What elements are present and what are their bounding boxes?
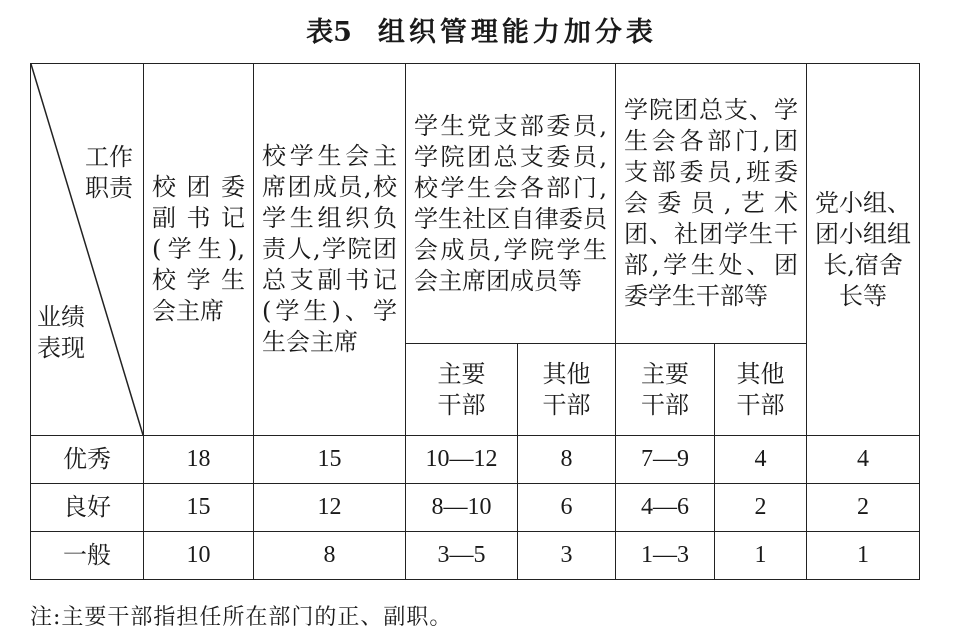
table-row xyxy=(31,484,920,532)
cell-c3-other: 3 xyxy=(518,532,616,580)
cell-c2: 12 xyxy=(254,484,406,532)
cell-c2: 8 xyxy=(254,532,406,580)
cell-c3-other: 8 xyxy=(518,436,616,484)
cell-c1: 15 xyxy=(144,484,254,532)
header-c1: 校团委副书记(学生),校学生会主席 xyxy=(144,64,254,436)
cell-c3-main: 3—5 xyxy=(406,532,518,580)
table-title-text: 组织管理能力加分表 xyxy=(377,17,657,48)
cell-c5: 4 xyxy=(807,436,920,484)
cell-c3-main: 8—10 xyxy=(406,484,518,532)
subheader-c4-other: 其他干部 xyxy=(715,344,807,436)
footnote: 注:主要干部指担任所在部门的正、副职。 xyxy=(30,605,453,630)
cell-c5: 2 xyxy=(807,484,920,532)
cell-c4-main: 4—6 xyxy=(616,484,715,532)
header-c3: 学生党支部委员,学院团总支委员,校学生会各部门,学生社区自律委员会成员,学院学生会主席团成员等 xyxy=(406,64,616,344)
cell-c2: 15 xyxy=(254,436,406,484)
cell-c4-other: 2 xyxy=(715,484,807,532)
score-table xyxy=(30,63,920,580)
row-label: 一般 xyxy=(31,532,144,580)
diagonal-header-cell xyxy=(31,64,144,436)
table-row xyxy=(31,436,920,484)
header-c2: 校学生会主席团成员,校学生组织负责人,学院团总支副书记(学生)、学生会主席 xyxy=(254,64,406,436)
row-label: 优秀 xyxy=(31,436,144,484)
duty-label: 工作 职责 xyxy=(85,143,133,202)
cell-c5: 1 xyxy=(807,532,920,580)
cell-c1: 10 xyxy=(144,532,254,580)
cell-c4-other: 4 xyxy=(715,436,807,484)
subheader-c4-main: 主要干部 xyxy=(616,344,715,436)
header-c4: 学院团总支、学生会各部门,团支部委员,班委会委员,艺术团、社团学生干部,学生处、团委学生干部等 xyxy=(616,64,807,344)
table-number: 表5 xyxy=(306,17,352,48)
row-label: 良好 xyxy=(31,484,144,532)
table-row xyxy=(31,532,920,580)
cell-c1: 18 xyxy=(144,436,254,484)
cell-c3-other: 6 xyxy=(518,484,616,532)
diagonal-line xyxy=(31,64,143,435)
cell-c4-main: 1—3 xyxy=(616,532,715,580)
subheader-c3-other: 其他干部 xyxy=(518,344,616,436)
cell-c3-main: 10—12 xyxy=(406,436,518,484)
header-row xyxy=(31,64,920,344)
header-c5: 党小组、团小组组长,宿舍长等 xyxy=(807,64,920,436)
subheader-c3-main: 主要干部 xyxy=(406,344,518,436)
cell-c4-other: 1 xyxy=(715,532,807,580)
table-title xyxy=(0,10,963,49)
performance-label: 业绩 表现 xyxy=(37,303,85,362)
cell-c4-main: 7—9 xyxy=(616,436,715,484)
